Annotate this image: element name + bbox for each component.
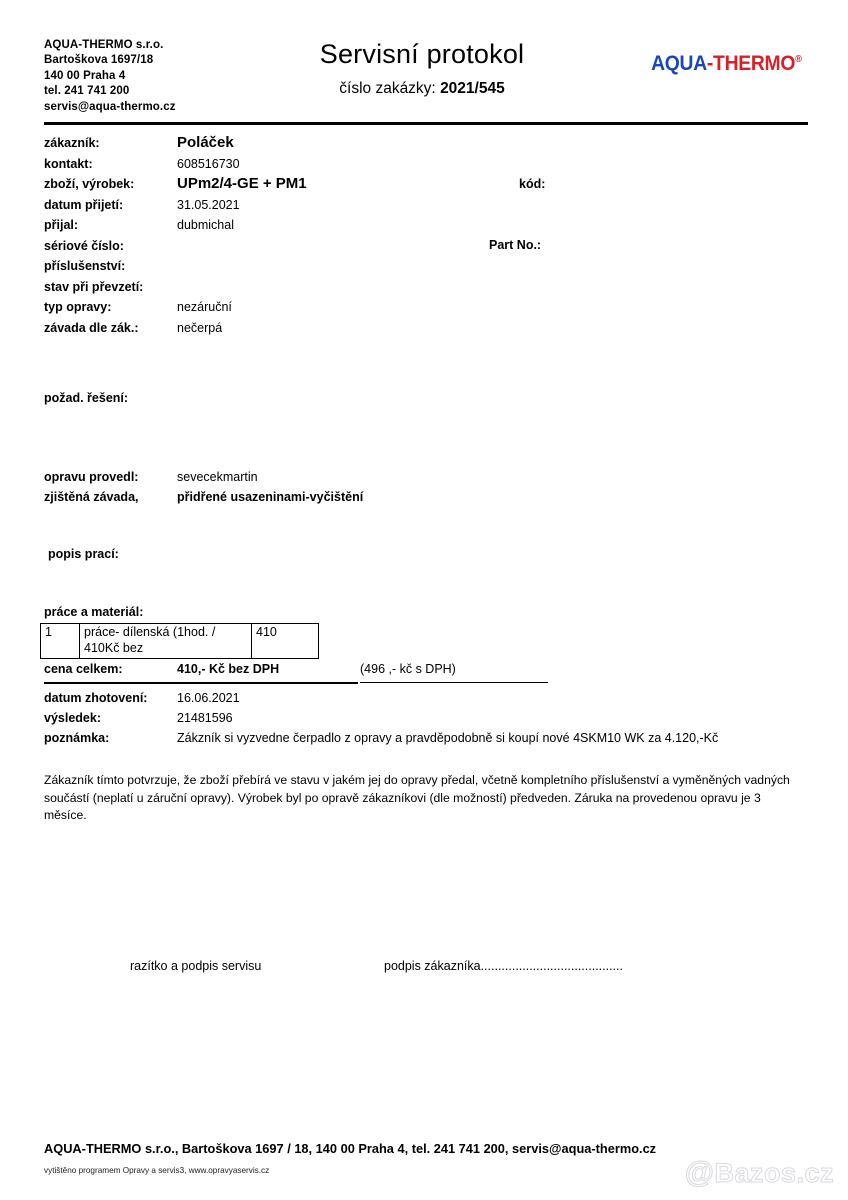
work-material-table [40, 623, 319, 659]
field-value-typ-opravy: nezáruční [177, 300, 232, 314]
field-row-seriove-cislo [44, 239, 808, 260]
work-material-label: práce a materiál: [44, 605, 144, 619]
field-row-prijal [44, 218, 808, 239]
result-value: 21481596 [177, 711, 233, 725]
field-row-datum-prijeti [44, 198, 808, 219]
total-price-value: 410,- Kč bez DPH [177, 662, 280, 676]
document-header [44, 38, 808, 124]
page-title: Servisní protokol [319, 39, 525, 69]
note-label: poznámka: [44, 731, 110, 745]
field-row-zbozi-vyrobek [44, 177, 808, 198]
order-number-label: číslo zakázky: [339, 80, 436, 97]
field-label: závada dle zák.: [44, 320, 139, 335]
footer-software-line: vytištěno programem Opravy a servis3, www.opravyaservis.cz [44, 1166, 270, 1175]
total-price-row [44, 662, 358, 684]
order-number-line [242, 79, 602, 98]
field-label: stav při převzetí: [44, 279, 144, 294]
company-city: 140 00 Praha 4 [44, 69, 126, 82]
field-list [44, 136, 808, 341]
field-value-prijal: dubmichal [177, 218, 234, 232]
field-label: datum přijetí: [44, 197, 124, 212]
note-value: Zákzník si vyzvedne čerpadlo z opravy a pravděpodobně si koupí nové 4SKM10 WK za 4.120,-Kč [177, 731, 719, 745]
service-signature-label: razítko a podpis servisu [130, 959, 262, 973]
field-label: přijal: [44, 218, 79, 232]
registered-trademark-icon: ® [795, 54, 802, 65]
logo-dash: - [707, 52, 714, 75]
company-email: servis@aqua-thermo.cz [44, 100, 176, 113]
total-price-with-vat-row [360, 662, 548, 683]
total-price-label: cena celkem: [44, 662, 123, 676]
field-label: typ opravy: [44, 300, 112, 314]
bazos-watermark [685, 1156, 834, 1190]
field-row-kontakt [44, 157, 808, 178]
aqua-thermo-logo [651, 48, 802, 76]
result-label: výsledek: [44, 711, 101, 725]
field-value-zbozi-vyrobek: UPm2/4-GE + PM1 [177, 175, 307, 192]
logo-thermo-text: THERMO [713, 52, 796, 75]
field-label: kontakt: [44, 156, 93, 171]
total-price-with-vat-value: (496 ,- kč s DPH) [360, 662, 456, 676]
customer-signature-label: podpis zákazníka......................................... [384, 959, 623, 973]
completion-date-value: 16.06.2021 [177, 691, 240, 705]
footer-company-line: AQUA-THERMO s.r.o., Bartoškova 1697 / 18, 140 00 Praha 4, tel. 241 741 200, servis@aqua-thermo.cz [44, 1141, 657, 1156]
found-fault-value: přidřené usazeninami-vyčištění [177, 490, 364, 504]
performed-by-value: sevecekmartin [177, 470, 258, 484]
field-label: příslušenství: [44, 259, 126, 273]
field-row-zavada-dle-zak [44, 321, 808, 342]
field-row-typ-opravy [44, 300, 808, 321]
field-row-stav-pri-prevzeti [44, 280, 808, 301]
title-block [242, 38, 602, 98]
at-sign-icon: @ [684, 1156, 715, 1189]
field-value-zakaznik: Poláček [177, 134, 234, 151]
field-label: zboží, výrobek: [44, 177, 135, 191]
row-description-cell: práce- dílenská (1hod. / 410Kč bez [80, 624, 252, 659]
work-description-label: popis prací: [48, 547, 119, 561]
row-price-cell: 410 [252, 624, 319, 659]
performed-by-label: opravu provedl: [44, 470, 139, 484]
logo-aqua-text: AQUA [651, 52, 708, 75]
table-row [41, 624, 319, 659]
field-label: zákazník: [44, 136, 100, 150]
field-value-zavada-dle-zak: nečerpá [177, 320, 223, 335]
field-value-datum-prijeti: 31.05.2021 [177, 197, 240, 212]
kod-label: kód: [519, 177, 546, 191]
field-label: sériové číslo: [44, 238, 124, 253]
watermark-text: Bazos.cz [714, 1158, 834, 1188]
header-divider [44, 122, 808, 125]
completion-date-label: datum zhotovení: [44, 691, 148, 705]
company-phone: tel. 241 741 200 [44, 85, 130, 98]
part-no-label: Part No.: [489, 238, 542, 252]
order-number-value: 2021/545 [440, 80, 505, 97]
field-row-zakaznik [44, 136, 808, 157]
field-row-prislusenstvi [44, 259, 808, 280]
row-number-cell: 1 [41, 624, 80, 659]
field-value-kontakt: 608516730 [177, 156, 240, 171]
legal-disclaimer-text: Zákazník tímto potvrzuje, že zboží přebírá ve stavu v jakém jej do opravy předal, včetně kompletního příslušenství a vyměněných vadných součástí (neplatí u záruční opravy). Výrobek byl po opravě zákazníkovi (dle možností) předveden. Záruka na provedenou opravu je 3 měsíce. [44, 773, 790, 822]
found-fault-label: zjištěná závada, [44, 490, 139, 504]
company-address-block [44, 38, 176, 115]
requested-solution-label: požad. řešení: [44, 391, 129, 405]
company-street: Bartoškova 1697/18 [44, 54, 154, 67]
company-name: AQUA-THERMO s.r.o. [44, 39, 164, 51]
